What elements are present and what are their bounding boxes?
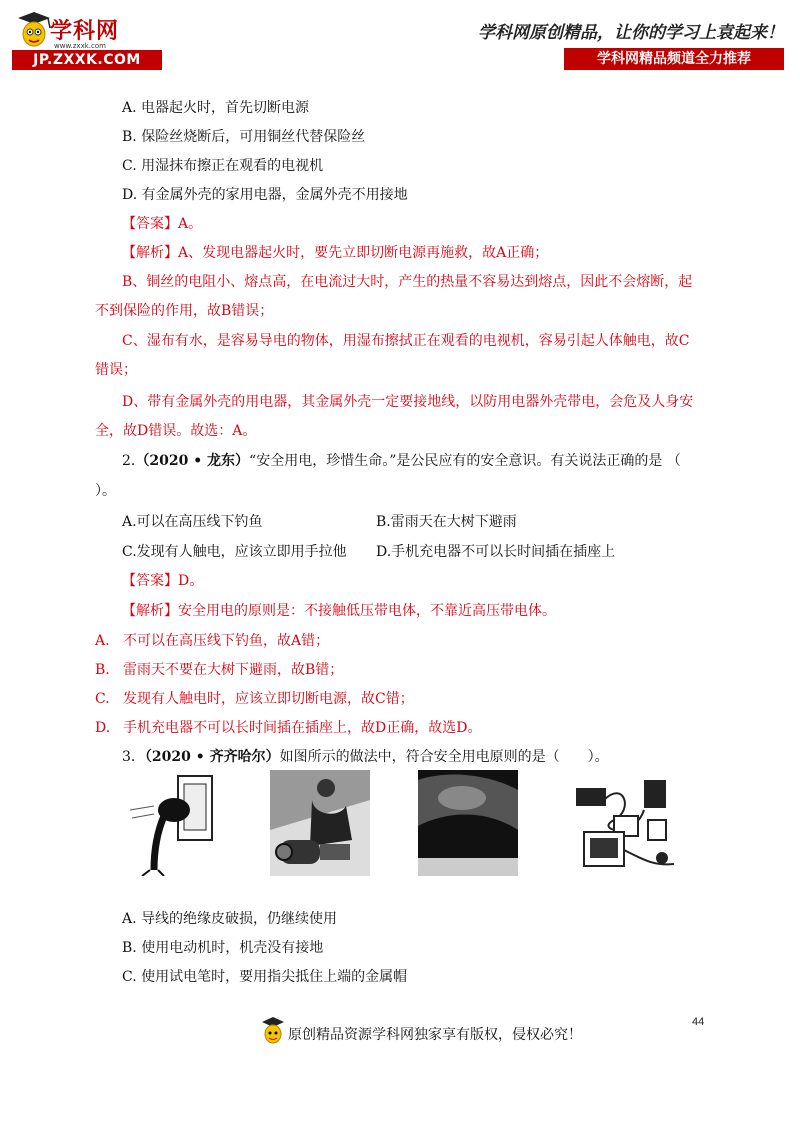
q2-stem bbox=[122, 451, 681, 471]
q1-analysis-line: 不到保险的作用，故B错误； bbox=[95, 303, 274, 319]
q2-analysis-item: B. 雷雨天不要在大树下避雨，故B错； bbox=[95, 662, 344, 678]
channel-banner: 学科网精品频道全力推荐 bbox=[564, 48, 784, 70]
q3-stem bbox=[122, 747, 609, 767]
q2-stem-text: “安全用电，珍惜生命。”是公民应有的安全意识。有关说法正确的是 （ bbox=[249, 453, 681, 469]
footer-copyright: 原创精品资源学科网独家享有版权，侵权必究！ bbox=[288, 1027, 582, 1043]
q2-option-a: A.可以在高压线下钓鱼 bbox=[122, 514, 263, 530]
footer-mascot-icon bbox=[260, 1016, 286, 1046]
page-number: 44 bbox=[692, 1016, 705, 1028]
q2-option-b: B.雷雨天在大树下避雨 bbox=[376, 514, 517, 530]
q3-option-c: C. 使用试电笔时，要用指尖抵住上端的金属帽 bbox=[122, 969, 408, 985]
q3-option-a: A. 导线的绝缘皮破损，仍继续使用 bbox=[122, 911, 338, 927]
q1-analysis-line: 【解析】A、发现电器起火时，要先立即切断电源再施救，故A正确； bbox=[122, 245, 549, 261]
q2-analysis-item: C. 发现有人触电时，应该立即切断电源，故C错； bbox=[95, 691, 414, 707]
q3-source: （2020 • 齐齐哈尔） bbox=[144, 749, 280, 765]
q2-option-c: C.发现有人触电，应该立即用手拉他 bbox=[122, 544, 347, 560]
motor-no-ground-image bbox=[270, 770, 370, 876]
q2-analysis-item: D. 手机充电器不可以长时间插在插座上，故D正确，故选D。 bbox=[95, 720, 482, 736]
overloaded-socket-image bbox=[574, 770, 684, 876]
q2-source: （2020 • 龙东） bbox=[135, 453, 250, 469]
header-slogan: 学科网原创精品，让你的学习上袁起来！ bbox=[478, 23, 784, 43]
q2-stem-end: ）。 bbox=[95, 483, 116, 499]
q1-analysis-line: D、带有金属外壳的用电器，其金属外壳一定要接地线，以防用电器外壳带电，会危及人身安 bbox=[122, 394, 694, 410]
q1-analysis-line: 错误； bbox=[95, 362, 137, 378]
logo-banner: JP.ZXXK.COM bbox=[12, 50, 162, 70]
damaged-wire-plug-image bbox=[124, 770, 224, 876]
q2-number: 2. bbox=[122, 453, 136, 469]
logo-title: 学科网 bbox=[50, 19, 120, 44]
q2-answer: 【答案】D。 bbox=[122, 573, 204, 589]
q1-option-b: B. 保险丝烧断后，可用铜丝代替保险丝 bbox=[122, 129, 366, 145]
q3-number: 3． bbox=[122, 749, 145, 765]
q1-analysis-line: 全，故D错误。故选：A。 bbox=[95, 423, 257, 439]
q2-option-d: D.手机充电器不可以长时间插在插座上 bbox=[376, 544, 616, 560]
logo-url: www.zxxk.com bbox=[54, 42, 106, 50]
q1-analysis-line: C、湿布有水，是容易导电的物体，用湿布擦拭正在观看的电视机，容易引起人体触电，故C bbox=[122, 333, 690, 349]
q3-stem-text: 如图所示的做法中，符合安全用电原则的是（ ）。 bbox=[279, 749, 609, 765]
q1-option-a: A. 电器起火时，首先切断电源 bbox=[122, 100, 310, 116]
q3-option-b: B. 使用电动机时，机壳没有接地 bbox=[122, 940, 324, 956]
q1-option-c: C. 用湿抹布擦正在观看的电视机 bbox=[122, 158, 324, 174]
q2-analysis-item: A. 不可以在高压线下钓鱼，故A错； bbox=[95, 633, 330, 649]
q1-option-d: D. 有金属外壳的家用电器，金属外壳不用接地 bbox=[122, 187, 408, 203]
test-pen-image bbox=[418, 770, 518, 876]
q1-analysis-line: B、铜丝的电阻小、熔点高，在电流过大时，产生的热量不容易达到熔点，因此不会熔断，起 bbox=[122, 274, 693, 290]
q1-answer: 【答案】A。 bbox=[122, 216, 203, 232]
q2-analysis-intro: 【解析】安全用电的原则是：不接触低压带电体，不靠近高压带电体。 bbox=[122, 603, 556, 619]
